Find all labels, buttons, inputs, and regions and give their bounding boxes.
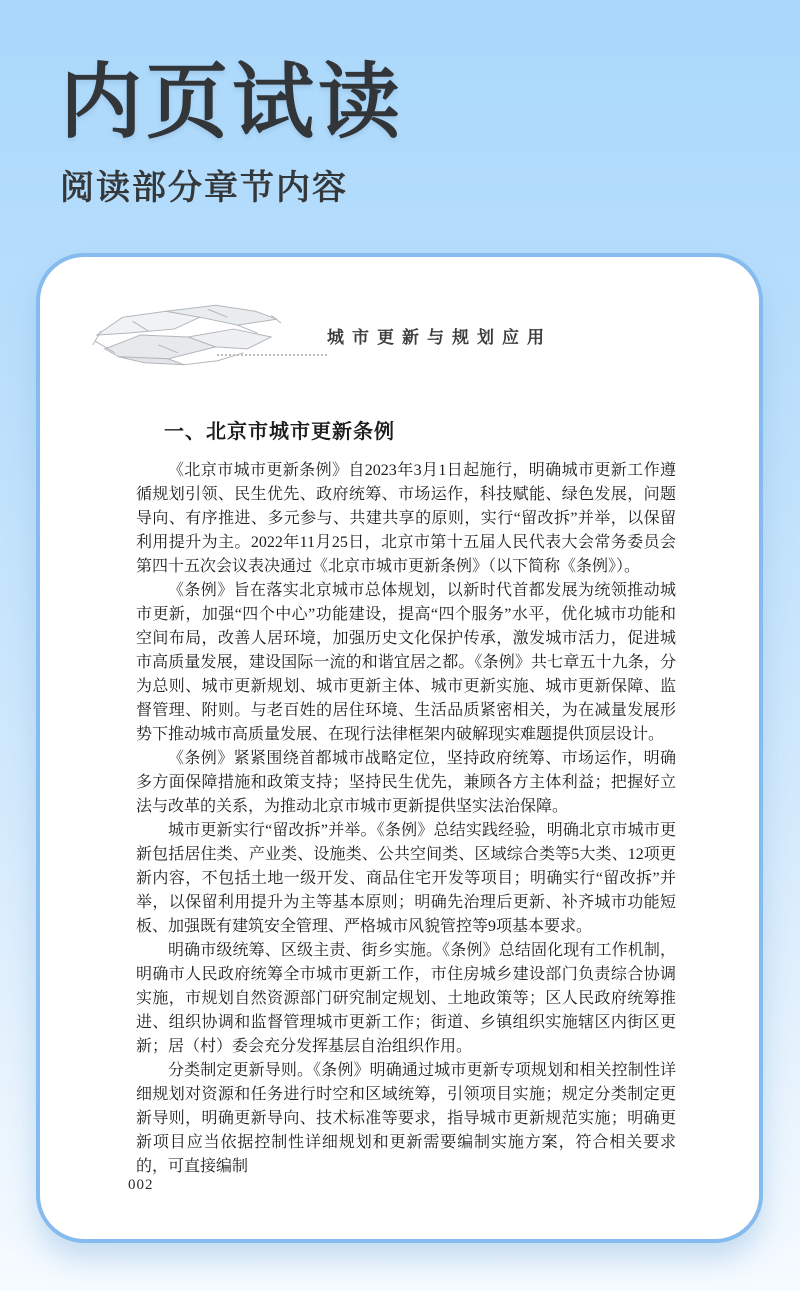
- book-running-header: [89, 297, 589, 377]
- preview-subtitle: 阅读部分章节内容: [60, 169, 348, 208]
- paragraph: 《条例》旨在落实北京城市总体规划，以新时代首都发展为统领推动城市更新，加强“四个中心”功能建设，提高“四个服务”水平，优化城市功能和空间布局，改善人居环境，加强历史文化保护传承，激发城市活力，促进城市高质量发展，建设国际一流的和谐宜居之都。《条例》共七章五十九条，分为总则、城市更新规划、城市更新主体、城市更新实施、城市更新保障、监督管理、附则。与老百姓的居住环境、生活品质紧密相关，为在减量发展形势下推动城市高质量发展、在现行法律框架内破解现实难题提供顶层设计。: [136, 582, 676, 743]
- preview-hero: [60, 58, 404, 209]
- page-number: 002: [128, 1177, 154, 1193]
- chapter-section-title: 一、北京市城市更新条例: [164, 421, 395, 443]
- preview-title: 内页试读: [60, 57, 405, 148]
- book-title-header: 城市更新与规划应用: [327, 328, 552, 347]
- paragraph: 分类制定更新导则。《条例》明确通过城市更新专项规划和相关控制性详细规划对资源和任务进行时空和区域统筹，引领项目实施；规定分类制定更新导则，明确更新导向、技术标准等要求，指导城市更新规范实施；明确更新项目应当依据控制性详细规划和更新需要编制实施方案，符合相关要求的，可直接编制: [136, 1062, 676, 1175]
- cityscape-sketch-image: [89, 301, 287, 371]
- paragraph: 城市更新实行“留改拆”并举。《条例》总结实践经验，明确北京市城市更新包括居住类、产业类、设施类、公共空间类、区域综合类等5大类、12项更新内容，不包括土地一级开发、商品住宅开发等项目；明确实行“留改拆”并举，以保留利用提升为主等基本原则；明确先治理后更新、补齐城市功能短板、加强既有建筑安全管理、严格城市风貌管控等9项基本要求。: [136, 822, 676, 935]
- header-dotted-rule: [217, 354, 327, 356]
- paragraph: 《条例》紧紧围绕首都城市战略定位，坚持政府统筹、市场运作，明确多方面保障措施和政策支持；坚持民生优先，兼顾各方主体利益；把握好立法与改革的关系，为推动北京市城市更新提供坚实法治保障。: [136, 750, 676, 815]
- paragraph: 明确市级统筹、区级主责、街乡实施。《条例》总结固化现有工作机制，明确市人民政府统筹全市城市更新工作，市住房城乡建设部门负责综合协调实施，市规划自然资源部门研究制定规划、土地政策等；区人民政府统筹推进、组织协调和监督管理城市更新工作；街道、乡镇组织实施辖区内街区更新；居（村）委会充分发挥基层自治组织作用。: [136, 942, 676, 1055]
- paragraph: 《北京市城市更新条例》自2023年3月1日起施行，明确城市更新工作遵循规划引领、民生优先、政府统筹、市场运作，科技赋能、绿色发展，问题导向、有序推进、多元参与、共建共享的原则，实行“留改拆”并举，以保留利用提升为主。2022年11月25日，北京市第十五届人民代表大会常务委员会第四十五次会议表决通过《北京市城市更新条例》（以下简称《条例》）。: [136, 462, 676, 575]
- book-page-card: [36, 253, 763, 1243]
- chapter-body-text: [136, 459, 676, 1179]
